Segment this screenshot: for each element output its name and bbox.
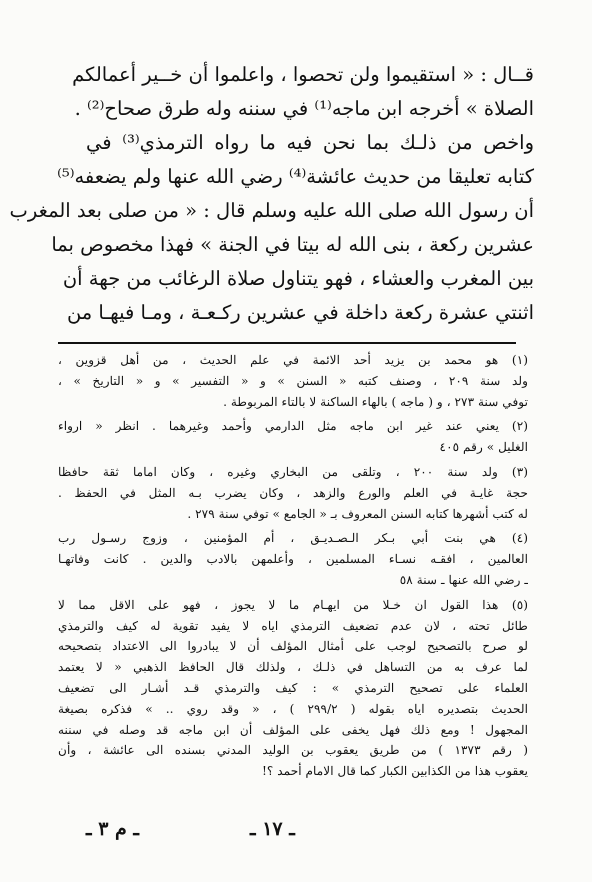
footnote-line: الحديث بتصديره اياه بقوله ( ٢٩٩/٢ ) ، « وقد روي .. » فذكره بصيغة <box>58 701 528 716</box>
page-number: ـ ١٧ ـ <box>250 818 295 840</box>
footnote-line: ـ رضي الله عنها ـ سنة ٥٨ <box>399 572 528 587</box>
footnote-line: (٢) يعني عند غير ابن ماجه مثل الدارمي وأحمد وغيرهما . انظر « ارواء <box>58 419 528 434</box>
main-line: قــال : « استقيموا ولن تحصوا ، واعلموا أن خــير أعمالكم <box>72 63 534 86</box>
footnote-line: ( رقم ١٣٧٣ ) من طريق يعقوب بن الوليد المدني بسنده الى عائشة ، وأن <box>58 743 529 758</box>
main-line: كتابه تعليقا من حديث عائشة⁽⁴⁾ رضي الله عنها ولم يضعفه⁽⁵⁾ <box>57 165 534 188</box>
footnote-1 <box>58 350 528 412</box>
footnote-line: له كتب أشهرها كتابه السنن المعروف بـ « الجامع » توفي سنة ٢٧٩ . <box>187 506 528 521</box>
footnote-divider <box>58 342 516 344</box>
footnote-2 <box>58 416 528 458</box>
main-line: بين المغرب والعشاء ، فهو يتناول صلاة الرغائب من جهة أن <box>62 267 534 290</box>
footnote-4 <box>58 528 528 590</box>
main-line: عشرين ركعة ، بنى الله له بيتا في الجنة » فهذا مخصوص بما <box>51 233 534 256</box>
footnote-line: (٤) هي بنت أبي بـكر الـصـديـق ، أم المؤمنين ، وزوج رسـول رب <box>58 531 528 546</box>
footnote-line: (١) هو محمد بن يزيد أحد الائمة في علم الحديث ، من أهل قزوين ، <box>58 353 528 367</box>
footnote-line: (٥) هذا القول ان خـلا من ايهـام ما لا يجوز ، فهو على الاقل مما لا <box>58 597 528 612</box>
footnote-line: المجهول ! ومع ذلك فهل يخفى على المؤلف أن ابن ماجه قد وصله في سننه <box>58 722 528 737</box>
main-line: واخص من ذلـك بما نحن فيه ما رواه الترمذي⁽³⁾ في <box>86 131 534 154</box>
footnote-line: توفي سنة ٢٧٣ ، و ( ماجه ) بالهاء الساكنة لا بالتاء المربوطة . <box>223 394 528 409</box>
main-text <box>9 58 534 330</box>
footnote-line: لو صرح بالتصحيح لوجب على أمثال المؤلف أن لا يبادروا الى الاعتداد بتصحيحه <box>58 639 528 654</box>
footnote-line: لما عرف به من التساهل في ذلـك ، ولذلك قال الحافظ الذهبي « لا يعتمد <box>58 660 528 675</box>
main-line: اثنتي عشرة ركعة داخلة في عشرين ركـعـة ، ومـا فيهـا من <box>66 301 534 324</box>
main-line: الصلاة » أخرجه ابن ماجه⁽¹⁾ في سننه وله طرق صحاح⁽²⁾ . <box>74 97 534 120</box>
footnote-line: طائل تحته ، لان عدم تضعيف الترمذي اياه لا يفيد تقوية له كيف والترمذي <box>58 618 528 633</box>
main-line: أن رسول الله صلى الله عليه وسلم قال : « من صلى بعد المغرب <box>9 199 534 222</box>
footnote-line: يعقوب هذا من الكذابين الكبار كما قال الامام أحمد ؟! <box>262 764 528 779</box>
signature-mark: ـ م ٣ ـ <box>86 818 139 840</box>
footnote-line: ولد سنة ٢٠٩ ، وصنف كتبه « السنن » و « التفسير » و « التاريخ » ، <box>58 373 528 388</box>
footnote-line: (٣) ولد سنة ٢٠٠ ، وتلقى من البخاري وغيره ، وكان اماما ثقة حافظا <box>58 464 528 479</box>
footnote-line: الغليل » رقم ٤٠٥ <box>439 440 528 455</box>
footnote-line: حجة غايـة في العلم والورع والزهد ، وكان يضرب بـه المثل في الحفظ . <box>58 485 528 500</box>
footnote-line: العلماء على تصحيح الترمذي » : كيف والترمذي قـد أشـار الى تضعيف <box>58 680 528 695</box>
page-footer <box>0 818 592 848</box>
footnote-5 <box>58 595 528 782</box>
footnote-line: العالمين ، افقـه نسـاء المسلمين ، وأعلمهن بالادب والدين . كانت وفاتهـا <box>58 552 528 567</box>
footnote-3 <box>58 462 528 524</box>
footnotes <box>58 350 528 782</box>
